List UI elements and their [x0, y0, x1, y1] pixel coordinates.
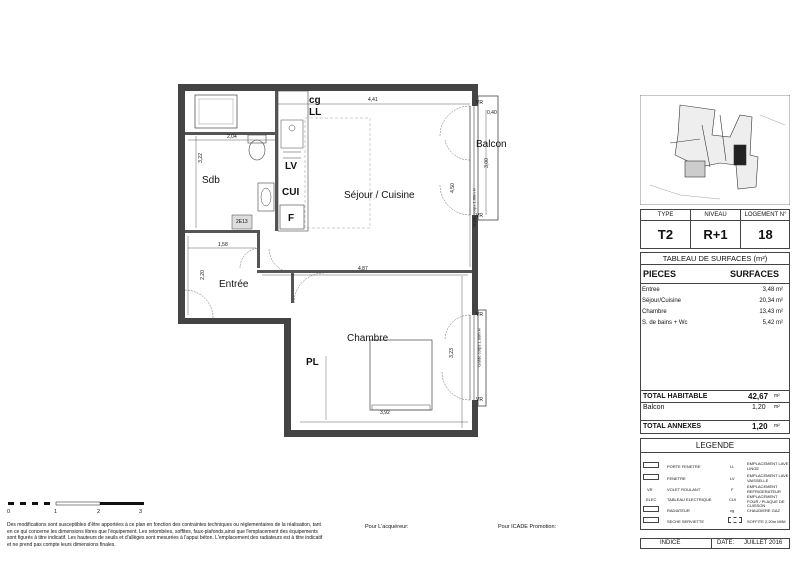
col-surfaces: SURFACES: [730, 269, 780, 279]
col-pieces: PIECES: [643, 269, 677, 279]
legend-code: VR: [647, 487, 653, 492]
vr-label-2: VR: [476, 213, 483, 219]
room-label-sejour: Séjour / Cuisine: [344, 190, 415, 201]
fixture-lv: LV: [285, 161, 298, 172]
date-label: DATE:: [717, 540, 735, 546]
fixture-cg: cg: [309, 95, 321, 106]
dim-487: 4,87: [358, 266, 368, 272]
legend-label: CHAUDIERE GAZ: [747, 508, 780, 513]
dim-322: 3,22: [197, 153, 204, 163]
balcon-value: 1,20: [752, 404, 766, 411]
acquereur-label: Pour L'acquéreur:: [365, 524, 409, 530]
porte-fenetre-icon: [643, 462, 659, 468]
fixture-f: F: [288, 213, 295, 224]
legend-code: ELEC: [646, 497, 657, 502]
dim-441: 4,41: [368, 97, 378, 103]
logement-label: LOGEMENT N°: [744, 212, 787, 218]
surfaces-title: TABLEAU DE SURFACES (m²): [662, 254, 768, 263]
dim-392: 3,92: [380, 410, 390, 416]
scale-2: 2: [97, 509, 101, 515]
vr-label-1: VR: [476, 100, 483, 106]
legend-label: EMPLACEMENT LAVE LINGE: [747, 461, 789, 471]
legend-code: F: [731, 487, 734, 492]
indice-label: INDICE: [660, 540, 681, 546]
legend-label: EMPLACEMENT REFRIGERATEUR: [747, 484, 781, 494]
total-annexes-label: TOTAL ANNEXES: [643, 423, 702, 430]
vr-label-3: VR: [476, 312, 483, 318]
dim-300: 3,00: [483, 158, 490, 168]
legend-label: FENETRE: [667, 476, 686, 481]
balcon-unit: m²: [774, 404, 780, 410]
balcon-label: Balcon: [643, 404, 665, 411]
room-label-entree: Entrée: [219, 279, 249, 290]
legend-code: LL: [730, 464, 735, 469]
type-value: T2: [657, 227, 674, 242]
soffite-icon: [728, 517, 742, 523]
date-value: JUILLET 2016: [744, 540, 783, 546]
room-label-balcon: Balcon: [476, 139, 507, 150]
vr-label-4: VR: [476, 397, 483, 403]
legend-title: LEGENDE: [695, 441, 735, 450]
scale-1: 1: [54, 509, 58, 515]
key-plan: [640, 95, 790, 205]
fixture-ll: LL: [309, 107, 322, 118]
scale-0: 0: [7, 509, 11, 515]
total-habitable-value: 42,67: [748, 392, 769, 401]
total-annexes-value: 1,20: [752, 422, 768, 431]
dim-323: 3,23: [448, 348, 455, 358]
type-label: TYPE: [657, 212, 674, 218]
dim-158: 1,58: [218, 242, 228, 248]
radiateur-icon: [643, 506, 659, 512]
legend-code: CUI: [729, 497, 736, 502]
total-habitable-unit: m²: [774, 393, 780, 399]
info-box: [640, 209, 790, 249]
dim-204: 2,04: [227, 134, 237, 140]
legend-label: SECHE SERVIETTE: [667, 519, 705, 524]
scale-3: 3: [139, 509, 143, 515]
fixture-cui: CUI: [282, 187, 300, 198]
guardrail-label-2: Garde corps 1.00m H: [476, 328, 482, 367]
legend-label: VOLET ROULANT: [667, 487, 701, 492]
niveau-label: NIVEAU: [704, 212, 727, 218]
dim-040: 0,40: [487, 110, 497, 116]
room-label-chambre: Chambre: [347, 333, 389, 344]
legend-label: PORTE FENETRE: [667, 464, 701, 469]
promotion-label: Pour ICADE Promotion:: [498, 524, 557, 530]
legend-label: EMPLACEMENT FOUR / PLAQUE DE CUISSON: [747, 494, 785, 508]
room-label-sdb: Sdb: [202, 175, 220, 186]
scale-bar: [5, 497, 145, 509]
logement-value: 18: [758, 227, 773, 242]
legend-code: LV: [730, 476, 735, 481]
fixture-pl: PL: [306, 357, 319, 368]
legend-label: EMPLACEMENT LAVE VAISSELLE: [747, 473, 789, 483]
fenetre-icon: [643, 474, 659, 480]
legend-label: TABLEAU ELECTRIQUE: [667, 497, 712, 502]
legend-code: cg: [730, 508, 735, 513]
guardrail-label-1: Garde corps 1.00m H: [471, 188, 477, 227]
fixture-tableau: 2E13: [236, 219, 248, 225]
legend-label: RADIATEUR: [667, 508, 690, 513]
total-annexes-unit: m²: [774, 423, 780, 429]
total-habitable-label: TOTAL HABITABLE: [643, 393, 708, 400]
seche-serviette-icon: [643, 517, 659, 523]
niveau-value: R+1: [703, 227, 728, 242]
disclaimer-text: Des modifications sont susceptibles d'être apportées à ce plan en fonction des contraintes techniques ou réglementaires de la réalisation, tant en ce qui concerne les dimensions libres que l'équipement. Les retombées, soffites, faux-plafonds,ainsi que l'emplacement des équipements sont figurés à titre indicatif. Les hauteurs de seuils et d'allèges sont mesurées à l'appui béton. L'emplacement des radiateurs est à titre indicatif et ne prend pas compte leurs dimensions finales.: [7, 522, 323, 548]
dim-220: 2,20: [199, 270, 206, 280]
dim-450: 4,50: [449, 183, 456, 193]
legend-label: SOFFITE 2,20m MINI: [747, 519, 786, 524]
